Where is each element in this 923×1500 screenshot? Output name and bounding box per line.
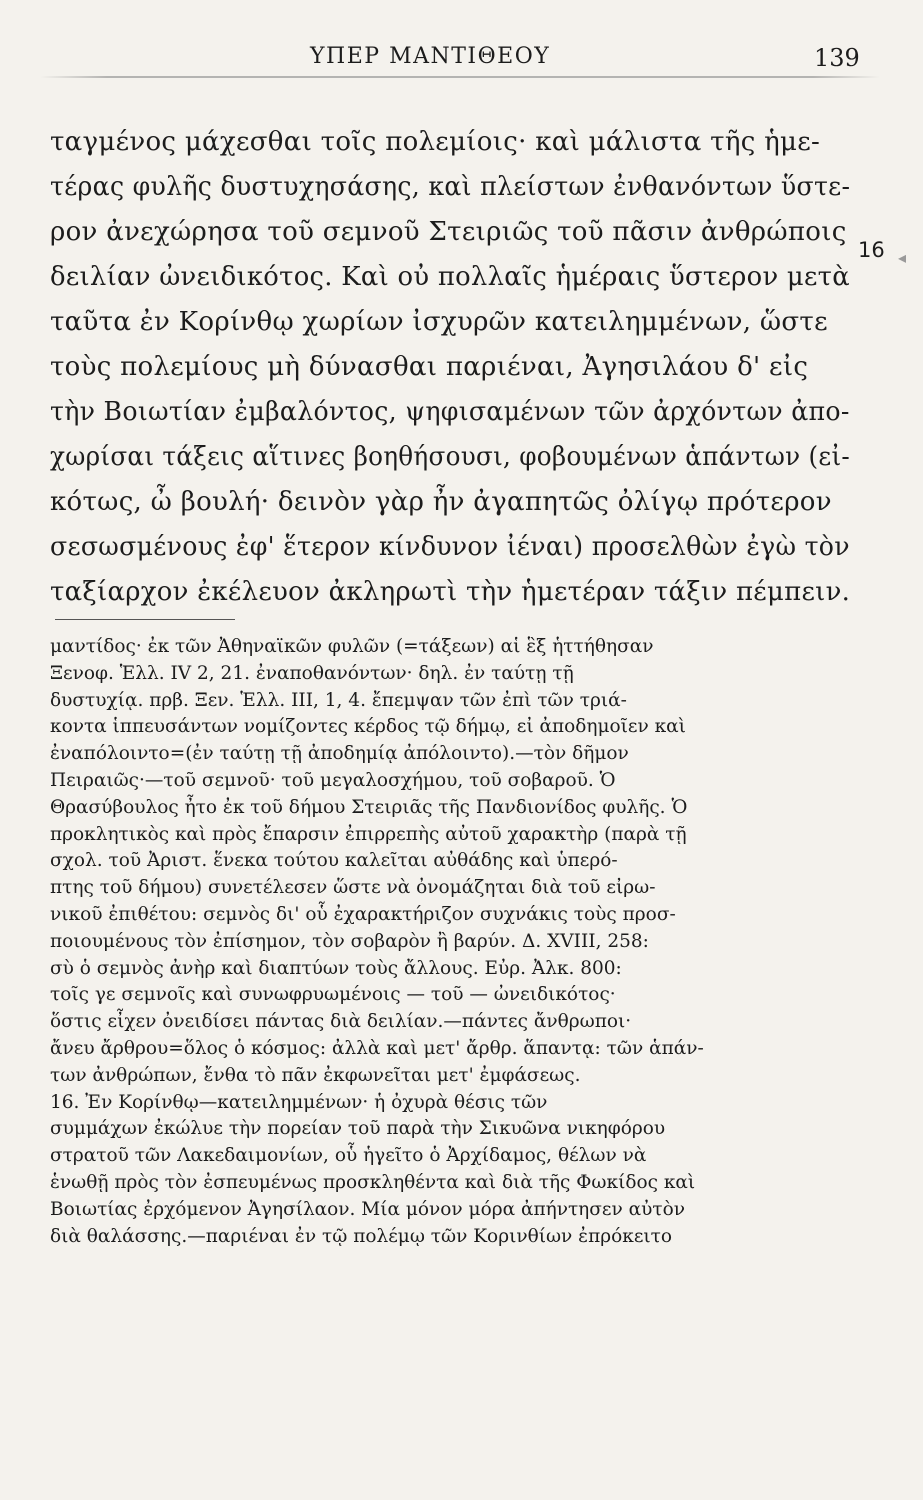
footnote-line: ποιουμένους τὸν ἐπίσημον, τὸν σοβαρὸν ἢ βαρύν. Δ. XVIII, 258:: [50, 930, 649, 952]
footnote-line: στρατοῦ τῶν Λακεδαιμονίων, οὗ ἡγεῖτο ὁ Ἀρχίδαμος, θέλων νὰ: [50, 1145, 647, 1167]
footnote-line: σὺ ὁ σεμνὸς ἀνὴρ καὶ διαπτύων τοὺς ἄλλους. Εὐρ. Ἀλκ. 800:: [50, 957, 622, 979]
page-header: [0, 40, 923, 80]
footnote-line: Ξενοφ. Ἑλλ. IV 2, 21. ἐναποθανόντων· δηλ. ἐν ταύτῃ τῇ: [50, 662, 574, 684]
footnote-line: σχολ. τοῦ Ἀριστ. ἕνεκα τούτου καλεῖται αὐθάδης καὶ ὑπερό-: [50, 850, 618, 872]
footnotes-block: [50, 634, 850, 1250]
main-text-line: χωρίσαι τάξεις αἵτινες βοηθήσουσι, φοβουμένων ἁπάντων (εἰ-: [50, 442, 851, 472]
page-number: 139: [814, 44, 860, 72]
footnote-line: μαντίδος· ἐκ τῶν Ἀθηναϊκῶν φυλῶν (=τάξεων) αἱ ἓξ ἡττήθησαν: [50, 636, 654, 657]
main-text-line: δειλίαν ὠνειδικότος. Καὶ οὐ πολλαῖς ἡμέραις ὕστερον μετὰ: [50, 262, 850, 292]
footnote-line: ἐναπόλοιντο=(ἐν ταύτῃ τῇ ἀποδημίᾳ ἀπόλοιντο).—τὸν δῆμον: [50, 743, 629, 765]
footnote-line: τοῖς γε σεμνοῖς καὶ συνωφρυωμένοις — τοῦ — ὠνειδικότος·: [50, 984, 616, 1006]
main-text-line: τέρας φυλῆς δυστυχησάσης, καὶ πλείστων ἐνθανόντων ὕστε-: [50, 172, 851, 202]
margin-section-number: 16: [858, 238, 885, 262]
footnote-line: ἄνευ ἄρθρου=ὅλος ὁ κόσμος: ἀλλὰ καὶ μετ' ἄρθρ. ἅπαντᾳ: τῶν ἁπάν-: [50, 1037, 704, 1059]
footnote-line: πτης τοῦ δήμου) συνετέλεσεν ὥστε νὰ ὀνομάζηται διὰ τοῦ εἰρω-: [50, 877, 656, 899]
footnote-line: προκλητικὸς καὶ πρὸς ἔπαρσιν ἐπιρρεπὴς αὐτοῦ χαρακτὴρ (παρὰ τῇ: [50, 823, 687, 845]
main-text-line: σεσωσμένους ἐφ' ἕτερον κίνδυνον ἰέναι) προσελθὼν ἐγὼ τὸν: [50, 532, 850, 562]
footnote-line: ἑνωθῇ πρὸς τὸν ἐσπευμένως προσκληθέντα καὶ διὰ τῆς Φωκίδος καὶ: [50, 1171, 696, 1193]
footnote-line: συμμάχων ἐκώλυε τὴν πορείαν τοῦ παρὰ τὴν Σικυῶνα νικηφόρου: [50, 1118, 666, 1140]
main-text-block: [50, 120, 850, 615]
main-text-line: ταξίαρχον ἐκέλευον ἀκληρωτὶ τὴν ἡμετέραν τάξιν πέμπειν.: [50, 577, 851, 607]
header-rule: [40, 76, 880, 78]
footnote-rule: [55, 619, 235, 620]
main-text-line: τοὺς πολεμίους μὴ δύνασθαι παριέναι, Ἀγησιλάου δ' εἰς: [50, 352, 809, 382]
main-text-line: ρον ἀνεχώρησα τοῦ σεμνοῦ Στειριῶς τοῦ πᾶσιν ἀνθρώποις: [50, 217, 847, 247]
footnote-line: Πειραιῶς·—τοῦ σεμνοῦ· τοῦ μεγαλοσχήμου, τοῦ σοβαροῦ. Ὁ: [50, 769, 616, 791]
footnote-line: ὅστις εἶχεν ὀνειδίσει πάντας διὰ δειλίαν.—πάντες ἄνθρωποι·: [50, 1011, 632, 1033]
main-text-line: τὴν Βοιωτίαν ἐμβαλόντος, ψηφισαμένων τῶν ἀρχόντων ἀπο-: [50, 397, 850, 427]
footnote-line: Βοιωτίας ἐρχόμενον Ἀγησίλαον. Μία μόνον μόρα ἀπήντησεν αὐτὸν: [50, 1198, 685, 1220]
footnote-line: νικοῦ ἐπιθέτου: σεμνὸς δι' οὗ ἐχαρακτήριζον συχνάκις τοὺς προσ-: [50, 903, 676, 925]
main-text-line: κότως, ὦ βουλή· δεινὸν γὰρ ἦν ἀγαπητῶς ὀλίγῳ πρότερον: [50, 487, 832, 517]
main-text-line: ταῦτα ἐν Κορίνθῳ χωρίων ἰσχυρῶν κατειλημμένων, ὥστε: [50, 307, 828, 337]
margin-arrow-icon: ◂: [898, 248, 907, 267]
running-title: ΥΠΕΡ ΜΑΝΤΙΘΕΟΥ: [310, 44, 551, 69]
main-text-line: ταγμένος μάχεσθαι τοῖς πολεμίοις· καὶ μάλιστα τῆς ἡμε-: [50, 127, 821, 157]
footnote-line: 16. Ἐν Κορίνθῳ—κατειλημμένων· ἡ ὀχυρὰ θέσις τῶν: [50, 1091, 548, 1113]
footnote-line: των ἀνθρώπων, ἔνθα τὸ πᾶν ἐκφωνεῖται μετ' ἐμφάσεως.: [50, 1064, 581, 1086]
footnote-line: κοντα ἱππευσάντων νομίζοντες κέρδος τῷ δήμῳ, εἰ ἀποδημοῖεν καὶ: [50, 716, 686, 738]
footnote-line: διὰ θαλάσσης.—παριέναι ἐν τῷ πολέμῳ τῶν Κορινθίων ἐπρόκειτο: [50, 1225, 673, 1247]
footnote-line: Θρασύβουλος ἦτο ἐκ τοῦ δήμου Στειριᾶς τῆς Πανδιονίδος φυλῆς. Ὁ: [50, 796, 688, 818]
footnote-line: δυστυχίᾳ. πρβ. Ξεν. Ἑλλ. III, 1, 4. ἔπεμψαν τῶν ἐπὶ τῶν τριά-: [50, 689, 627, 711]
